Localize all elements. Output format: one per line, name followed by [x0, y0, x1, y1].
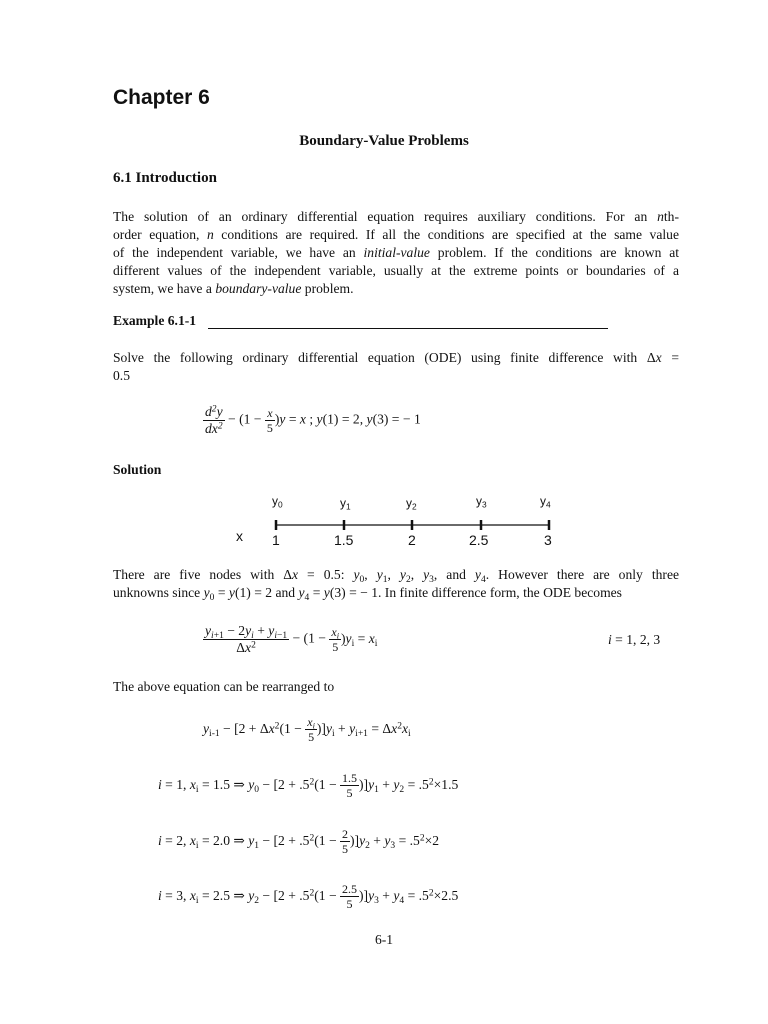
- case-frac-num: 1.5: [342, 771, 358, 785]
- case-right: )]$y_3 + y_4 = .5^2\times 2.5$: [359, 887, 459, 906]
- grid-tick-label: 3: [544, 532, 552, 548]
- rearranged-fraction: [305, 715, 317, 744]
- grid-diagram: [0, 490, 768, 550]
- grid-axis: [0, 490, 768, 550]
- case-equation-3: [158, 882, 458, 911]
- rearranged-frac-den: 5: [308, 730, 315, 744]
- fd-frac-num: $x_i$: [331, 625, 340, 641]
- nodes-paragraph: [113, 566, 679, 602]
- case-frac-num: 2: [342, 827, 349, 841]
- problem-line: 0.5: [113, 368, 130, 383]
- ode-denominator: $dx^2$: [205, 421, 223, 436]
- case-frac-den: 5: [342, 842, 349, 856]
- case-equation-2: [158, 827, 439, 856]
- rearranged-left: $y_{i-1} - [2 + \Delta x^2(1$ −: [203, 720, 306, 739]
- solution-label: Solution: [113, 462, 162, 477]
- ode-x-fraction: [265, 406, 275, 435]
- fd-middle: − (1 −: [289, 630, 330, 646]
- rearranged-equation: [203, 715, 411, 744]
- grid-node-label: $y_2$: [406, 496, 417, 512]
- ode-numerator: $d^2y$: [205, 404, 223, 419]
- case-right: )]$y_2 + y_3 = .5^2\times 2$: [350, 832, 440, 851]
- ode-frac-den: 5: [266, 421, 273, 435]
- grid-axis-label: x: [236, 528, 243, 544]
- fd-numerator: $y_{i+1} - 2y_i + y_{i-1}$: [205, 623, 288, 641]
- nodes-line: unknowns since $y_0 = y(1) = 2$ and $y_4 = y(3)$ = − 1. In finite difference form, the ODE becomes: [113, 585, 622, 603]
- grid-node-label: $y_4$: [540, 494, 551, 510]
- intro-line: different values of the independent variable, usually at the extreme points or boundaries of a: [113, 263, 679, 278]
- intro-paragraph: [113, 208, 679, 298]
- case-fraction: [340, 882, 359, 911]
- example-label: Example 6.1-1: [113, 313, 197, 328]
- intro-line: of the independent variable, we have an initial-value problem. If the conditions are known at: [113, 245, 680, 260]
- fd-frac-den: 5: [332, 640, 339, 654]
- rearranged-text: The above equation can be rearranged to: [113, 679, 335, 694]
- finite-difference-equation: [203, 623, 377, 656]
- grid-tick-label: 2: [408, 532, 416, 548]
- case-right: )]$y_1 + y_2 = .5^2\times 1.5$: [359, 776, 459, 795]
- problem-line: Solve the following ordinary differential equation (ODE) using finite difference with Δx =: [113, 350, 679, 365]
- problem-statement: [113, 349, 679, 385]
- example-underline: [208, 328, 608, 329]
- case-fraction: [340, 771, 359, 800]
- fd-denominator: $\Delta x^2$: [236, 640, 256, 655]
- nodes-line: There are five nodes with Δx = 0.5: $y_0$, $y_1$, $y_2$, $y_3$, and $y_4$. However there are only three: [113, 567, 680, 585]
- intro-line: order equation, n conditions are required. If all the conditions are specified at the same value: [113, 227, 679, 242]
- ode-equation: [203, 404, 421, 437]
- case-frac-num: 2.5: [342, 882, 358, 896]
- case-frac-den: 5: [346, 897, 353, 911]
- grid-tick-label: 2.5: [469, 532, 489, 548]
- page-number: 6-1: [374, 932, 394, 947]
- rearranged-frac-num: $x_i$: [307, 715, 315, 731]
- grid-tick-label: 1.5: [334, 532, 354, 548]
- ode-frac-num: x: [265, 406, 275, 421]
- ode-rest: )y = x ; y(1) = 2, y(3) = − 1: [274, 411, 421, 427]
- grid-tick-label: 1: [272, 532, 280, 548]
- ode-middle: − (1 −: [224, 411, 265, 427]
- grid-node-label: $y_0$: [272, 494, 283, 510]
- case-fraction: [340, 827, 350, 856]
- rearranged-right: )]$y_i + y_{i+1} = \Delta x^2x_i$: [316, 720, 411, 739]
- fd-x-fraction: [329, 625, 341, 654]
- case-left: i = 3, $x_i = 2.5$ ⇒ $y_2 - [2 + .5^2(1$ −: [158, 887, 341, 906]
- case-left: i = 1, $x_i = 1.5$ ⇒ $y_0 - [2 + .5^2(1$ −: [158, 776, 341, 795]
- index-range: i = 1, 2, 3: [608, 632, 661, 647]
- chapter-heading: Chapter 6: [113, 86, 210, 109]
- ode-derivative-fraction: [203, 404, 225, 437]
- case-frac-den: 5: [346, 786, 353, 800]
- section-heading: 6.1 Introduction: [113, 170, 217, 186]
- grid-node-label: $y_1$: [340, 496, 351, 512]
- grid-node-label: $y_3$: [476, 494, 487, 510]
- intro-line: The solution of an ordinary differential equation requires auxiliary conditions. For an nth-: [113, 209, 679, 224]
- fd-main-fraction: [203, 623, 289, 656]
- page-title: Boundary-Value Problems: [299, 133, 469, 149]
- case-equation-1: [158, 771, 458, 800]
- intro-line: system, we have a boundary-value problem.: [113, 281, 354, 296]
- fd-rest: )$y_i = x_i$: [341, 630, 378, 649]
- case-left: i = 2, $x_i = 2.0$ ⇒ $y_1 - [2 + .5^2(1$ −: [158, 832, 341, 851]
